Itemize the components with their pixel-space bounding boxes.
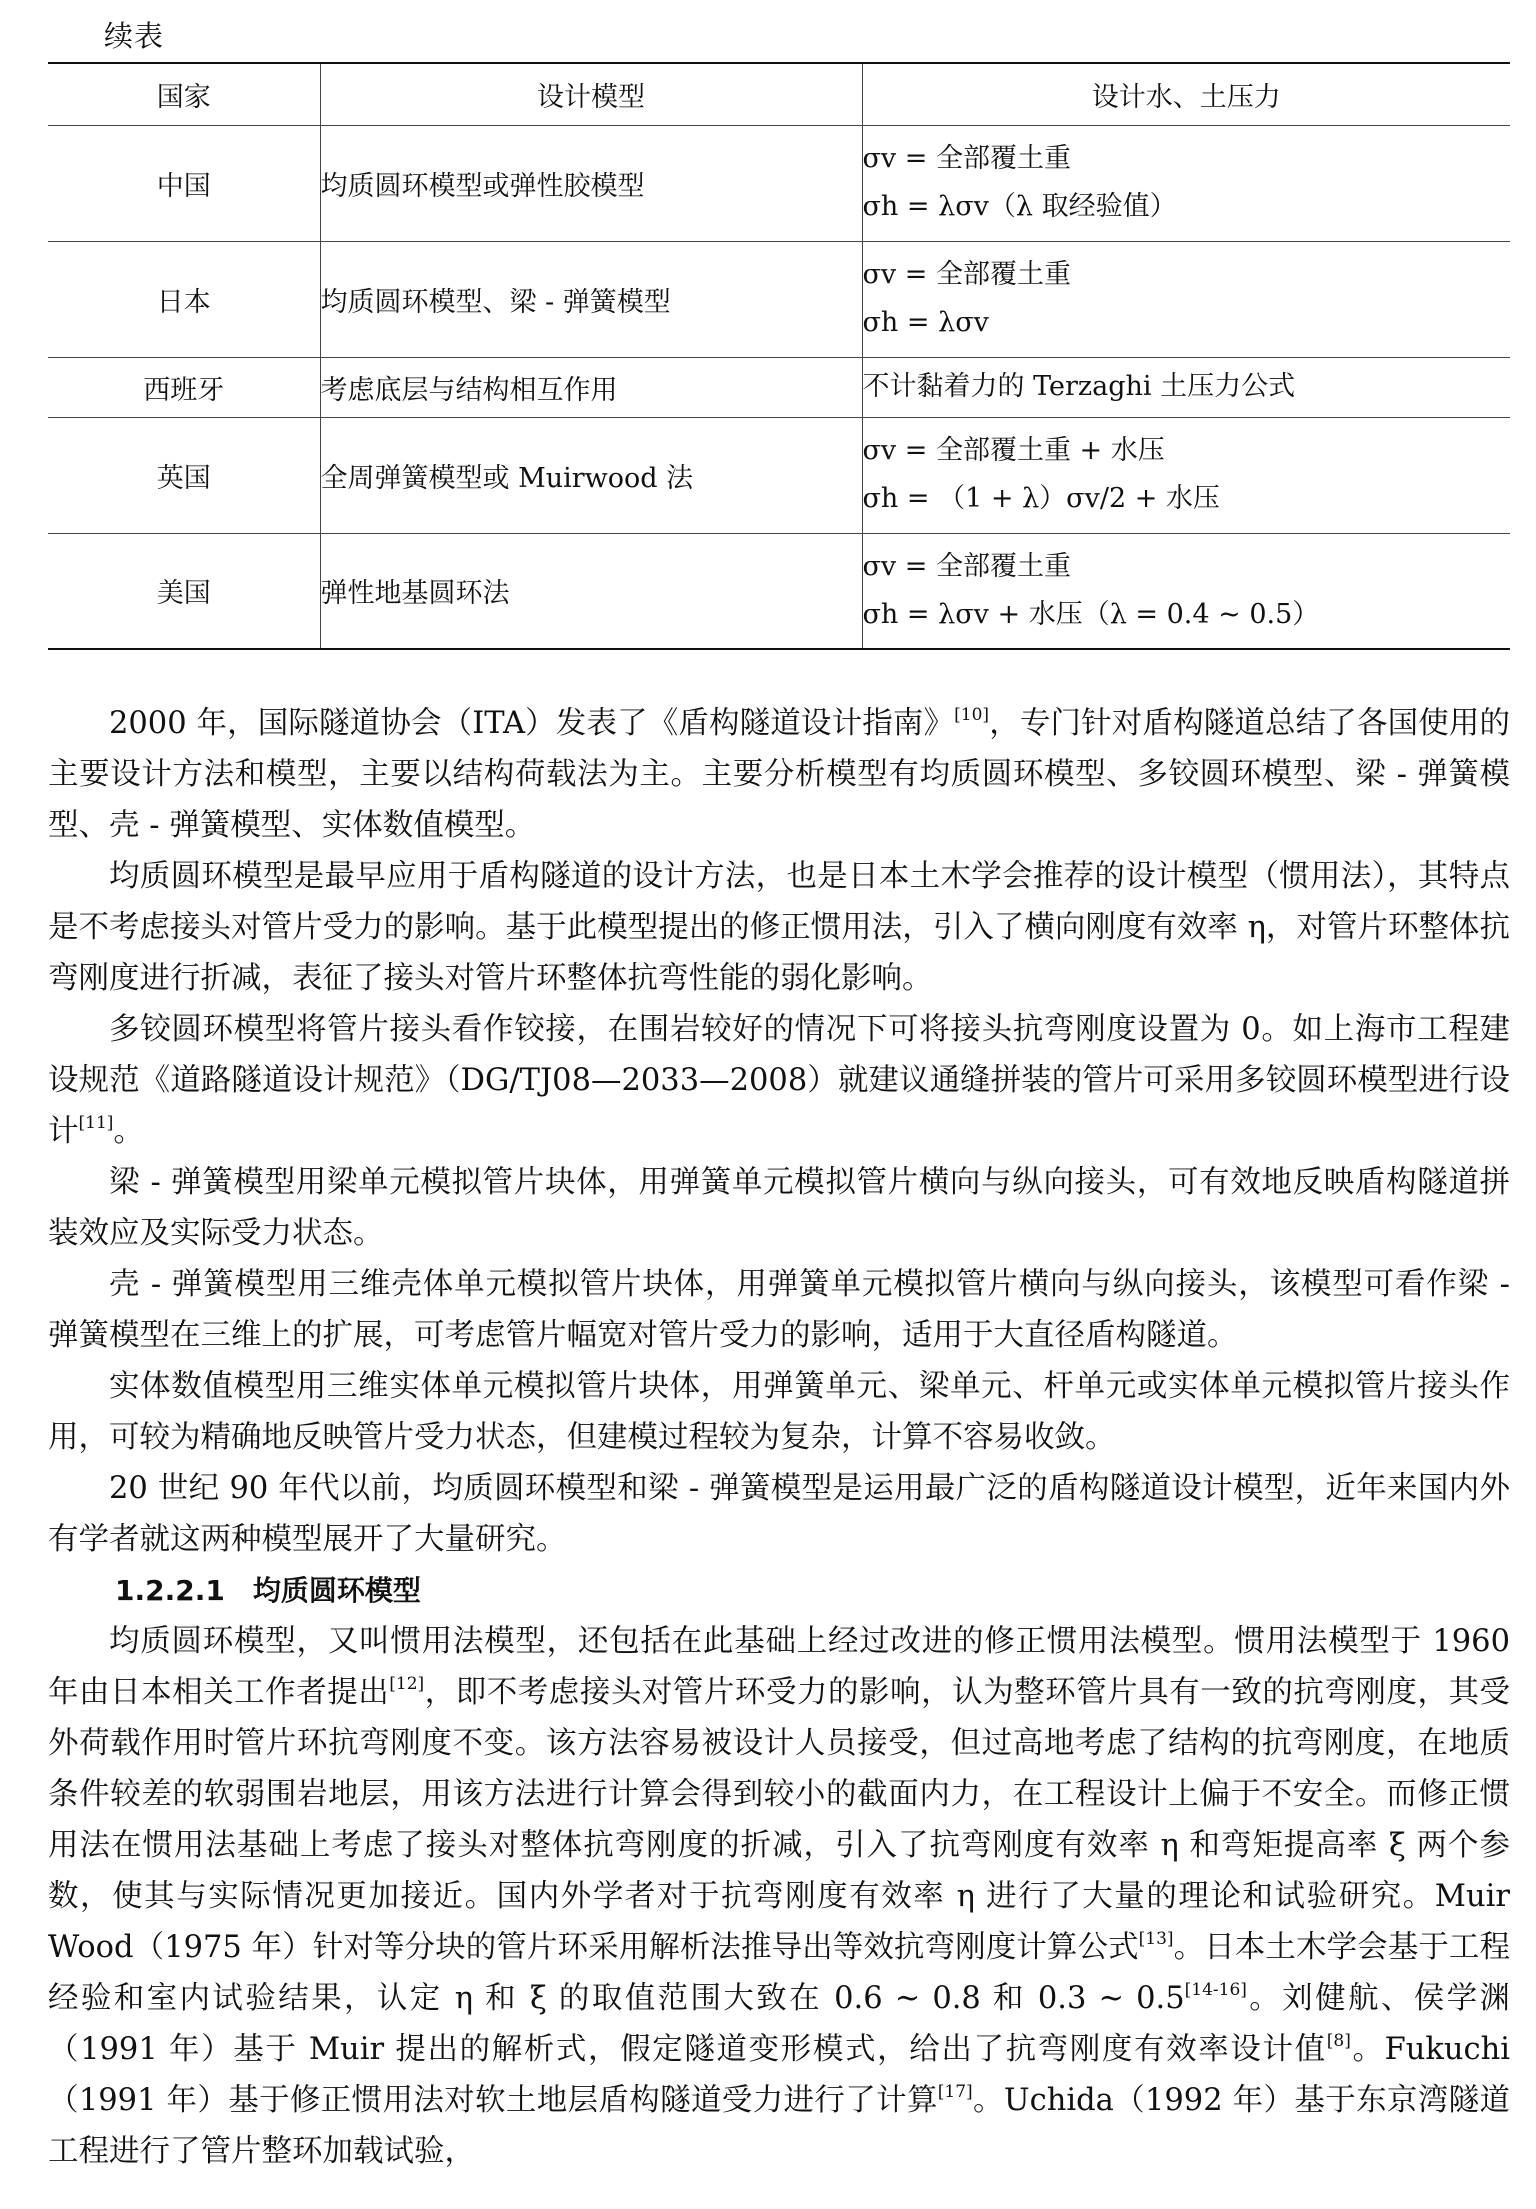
model-cell: 弹性地基圆环法 bbox=[320, 533, 862, 649]
pressure-cell bbox=[862, 125, 1510, 241]
pressure-formula-text: 不计黏着力的 Terzaghi 土压力公式 bbox=[862, 371, 1296, 402]
paragraph-shell-spring: 壳 - 弹簧模型用三维壳体单元模拟管片块体，用弹簧单元模拟管片横向与纵向接头，该模型可看作梁 - 弹簧模型在三维上的扩展，可考虑管片幅宽对管片受力的影响，适用于大直径盾构隧道。 bbox=[48, 1267, 1510, 1353]
model-cell: 考虑底层与结构相互作用 bbox=[320, 357, 862, 417]
column-header-country: 国家 bbox=[156, 81, 211, 113]
pressure-formula-horizontal: σh = λσv（λ 取经验值） bbox=[862, 191, 1177, 222]
country-cell: 日本 bbox=[156, 286, 211, 318]
country-cell: 英国 bbox=[156, 462, 211, 494]
pressure-cell bbox=[862, 357, 1510, 417]
body-text bbox=[48, 698, 1510, 2177]
table-row bbox=[48, 533, 1510, 649]
table-row bbox=[48, 125, 1510, 241]
pressure-cell bbox=[862, 241, 1510, 357]
table-row bbox=[48, 357, 1510, 417]
model-cell: 均质圆环模型、梁 - 弹簧模型 bbox=[320, 241, 862, 357]
country-cell: 西班牙 bbox=[143, 374, 225, 406]
paragraph-multi-hinge-ring: 多铰圆环模型将管片接头看作铰接，在围岩较好的情况下可将接头抗弯刚度设置为 0。如上海市工程建设规范《道路隧道设计规范》（DG/TJ08—2033—2008）就建议通缝拼装的管片可采用多铰圆环模型进行设计[11]。 bbox=[48, 1012, 1510, 1149]
column-header-design-pressure: 设计水、土压力 bbox=[862, 63, 1510, 125]
citation-ref: [11] bbox=[78, 1113, 114, 1133]
model-cell: 全周弹簧模型或 Muirwood 法 bbox=[320, 417, 862, 533]
paragraph-beam-spring: 梁 - 弹簧模型用梁单元模拟管片块体，用弹簧单元模拟管片横向与纵向接头，可有效地反映盾构隧道拼装效应及实际受力状态。 bbox=[48, 1165, 1510, 1251]
column-header-design-model: 设计模型 bbox=[320, 63, 862, 125]
table-continued-label: 续表 bbox=[104, 19, 165, 53]
paragraph-ita-guideline: 2000 年，国际隧道协会（ITA）发表了《盾构隧道设计指南》[10]，专门针对盾构隧道总结了各国使用的主要设计方法和模型，主要以结构荷载法为主。主要分析模型有均质圆环模型、多铰圆环模型、梁 - 弹簧模型、壳 - 弹簧模型、实体数值模型。 bbox=[48, 705, 1510, 843]
pressure-formula-horizontal: σh = λσv bbox=[862, 307, 989, 338]
citation-ref: [14-16] bbox=[1184, 1980, 1247, 2000]
model-cell: 均质圆环模型或弹性胶模型 bbox=[320, 125, 862, 241]
pressure-formula-horizontal: σh = λσv + 水压（λ = 0.4 ~ 0.5） bbox=[862, 598, 1320, 630]
table-row bbox=[48, 417, 1510, 533]
paragraph-homogeneous-ring: 均质圆环模型是最早应用于盾构隧道的设计方法，也是日本土木学会推荐的设计模型（惯用法），其特点是不考虑接头对管片受力的影响。基于此模型提出的修正惯用法，引入了横向刚度有效率 η，对管片环整体抗弯刚度进行折减，表征了接头对管片环整体抗弯性能的弱化影响。 bbox=[48, 859, 1510, 996]
paragraph-solid-numerical: 实体数值模型用三维实体单元模拟管片块体，用弹簧单元、梁单元、杆单元或实体单元模拟管片接头作用，可较为精确地反映管片受力状态，但建模过程较为复杂，计算不容易收敛。 bbox=[48, 1369, 1510, 1455]
citation-ref: [8] bbox=[1326, 2031, 1351, 2051]
citation-ref: [10] bbox=[954, 705, 990, 725]
citation-ref: [17] bbox=[937, 2082, 973, 2102]
table-row bbox=[48, 241, 1510, 357]
table-header-row bbox=[48, 63, 1510, 125]
section-heading: 1.2.2.1 均质圆环模型 bbox=[115, 1574, 421, 1607]
citation-ref: [13] bbox=[1138, 1929, 1174, 1949]
paragraph-conventional-method: 均质圆环模型，又叫惯用法模型，还包括在此基础上经过改进的修正惯用法模型。惯用法模型于 1960 年由日本相关工作者提出[12]，即不考虑接头对管片环受力的影响，认为整环管片具有一致的抗弯刚度，其受外荷载作用时管片环抗弯刚度不变。该方法容易被设计人员接受，但过高地考虑了结构的抗弯刚度，在地质条件较差的软弱围岩地层，用该方法进行计算会得到较小的截面内力，在工程设计上偏于不安全。而修正惯用法在惯用法基础上考虑了接头对整体抗弯刚度的折减，引入了抗弯刚度有效率 η 和弯矩提高率 ξ 两个参数，使其与实际情况更加接近。国内外学者对于抗弯刚度有效率 η 进行了大量的理论和试验研究。Muir Wood（1975 年）针对等分块的管片环采用解析法推导出等效抗弯刚度计算公式[13]。日本土木学会基于工程经验和室内试验结果，认定 η 和 ξ 的取值范围大致在 0.6 ~ 0.8 和 0.3 ~ 0.5[14-16]。刘健航、侯学渊（1991 年）基于 Muir 提出的解析式，假定隧道变形模式，给出了抗弯刚度有效率设计值[8]。Fukuchi（1991 年）基于修正惯用法对软土地层盾构隧道受力进行了计算[17]。Uchida（1992 年）基于东京湾隧道工程进行了管片整环加载试验， bbox=[48, 1624, 1511, 2169]
pressure-formula-vertical: σv = 全部覆土重 bbox=[862, 259, 1071, 290]
pressure-cell bbox=[862, 533, 1510, 649]
design-model-table bbox=[48, 62, 1510, 650]
citation-ref: [12] bbox=[389, 1674, 425, 1694]
pressure-cell bbox=[862, 417, 1510, 533]
pressure-formula-horizontal: σh = （1 + λ）σv/2 + 水压 bbox=[862, 483, 1220, 514]
pressure-formula-vertical: σv = 全部覆土重 + 水压 bbox=[862, 435, 1165, 466]
country-cell: 中国 bbox=[156, 170, 211, 202]
country-cell: 美国 bbox=[156, 578, 211, 610]
pressure-formula-vertical: σv = 全部覆土重 bbox=[862, 550, 1071, 582]
paragraph-history: 20 世纪 90 年代以前，均质圆环模型和梁 - 弹簧模型是运用最广泛的盾构隧道设计模型，近年来国内外有学者就这两种模型展开了大量研究。 bbox=[48, 1471, 1510, 1557]
pressure-formula-vertical: σv = 全部覆土重 bbox=[862, 143, 1071, 174]
